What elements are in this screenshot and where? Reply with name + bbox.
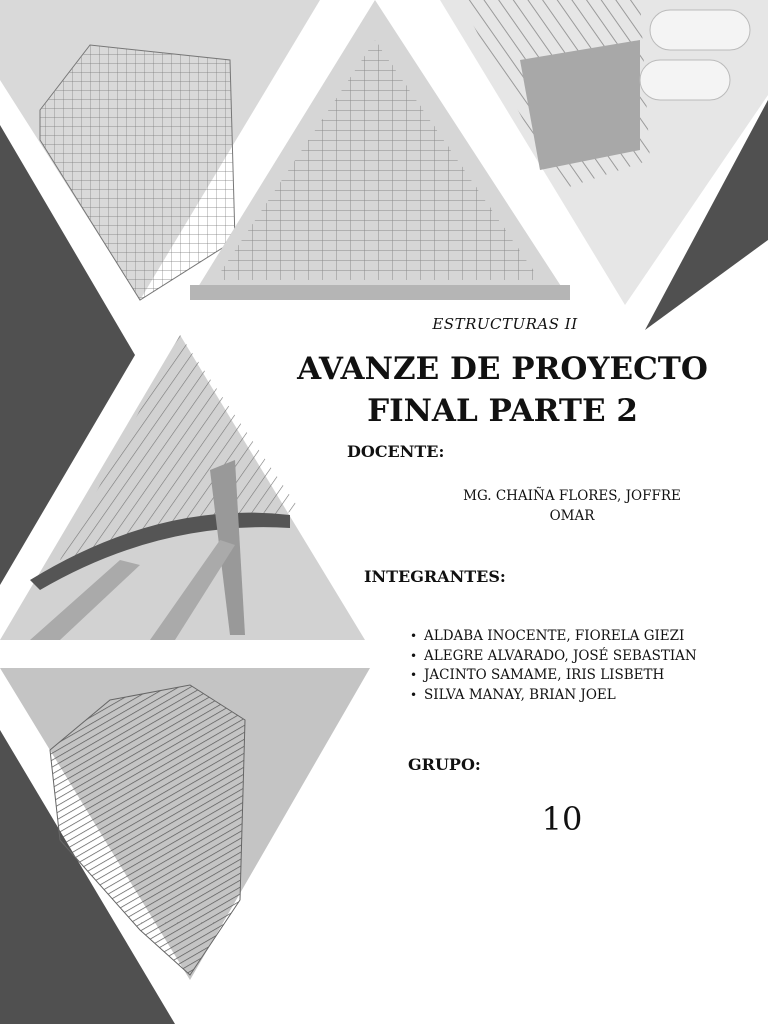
list-item: • ALDABA INOCENTE, FIORELA GIEZI xyxy=(410,627,750,647)
list-item: • JACINTO SAMAME, IRIS LISBETH xyxy=(410,666,750,686)
integrantes-label: INTEGRANTES: xyxy=(364,567,506,586)
document-title xyxy=(280,348,725,432)
list-item: • ALEGRE ALVARADO, JOSÉ SEBASTIAN xyxy=(410,647,750,667)
docente-label: DOCENTE: xyxy=(347,442,445,461)
integrantes-list xyxy=(410,627,750,705)
docente-name: MG. CHAIÑA FLORES, JOFFRE OMAR xyxy=(463,488,681,524)
title-line-1: AVANZE DE PROYECTO xyxy=(297,351,708,387)
course-name: ESTRUCTURAS II xyxy=(432,315,578,333)
list-item: • SILVA MANAY, BRIAN JOEL xyxy=(410,686,750,706)
grupo-label: GRUPO: xyxy=(408,755,481,774)
grupo-number: 10 xyxy=(541,800,583,838)
title-line-2: FINAL PARTE 2 xyxy=(367,393,638,429)
